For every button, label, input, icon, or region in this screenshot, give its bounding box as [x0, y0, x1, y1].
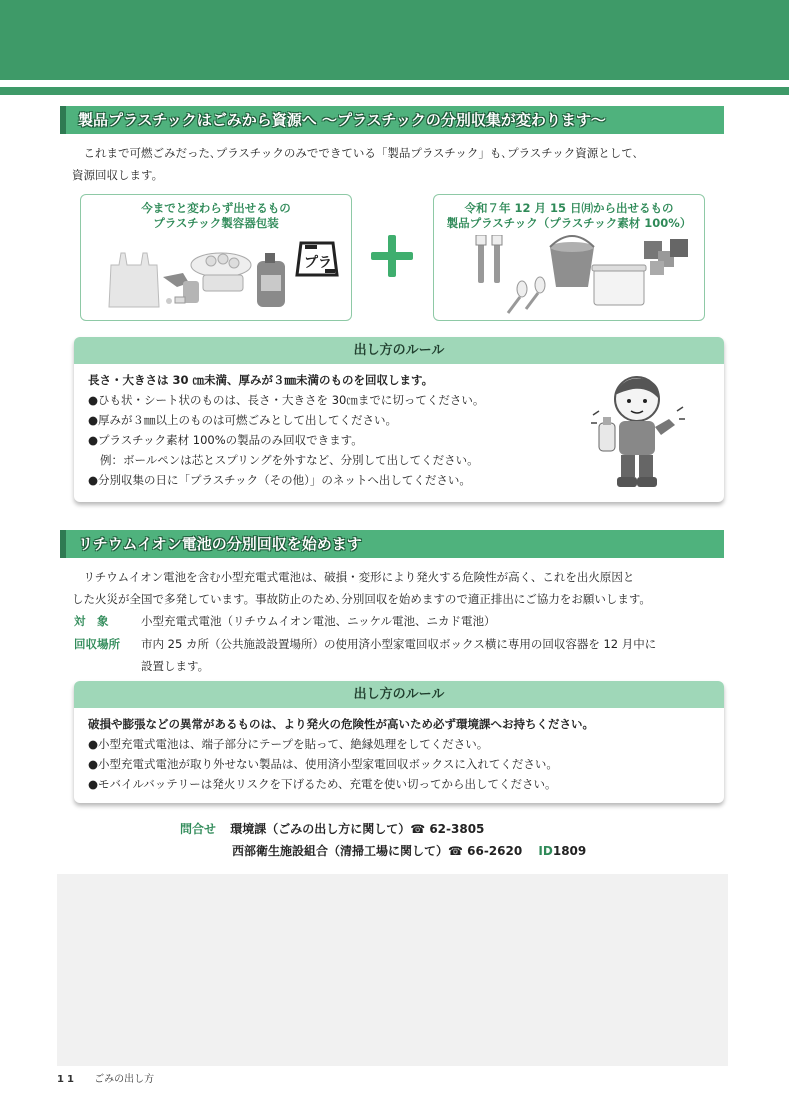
- section2-intro: [72, 566, 732, 610]
- target-label: 対 象: [74, 614, 109, 628]
- contact-label: 問合せ: [180, 822, 217, 836]
- card-new-items: [433, 194, 705, 321]
- section1-rules-box: [74, 337, 724, 502]
- target-value: 小型充電式電池（リチウムイオン電池、ニッケル電池、ニカド電池）: [141, 614, 496, 628]
- toy-blocks-icon: [644, 239, 688, 275]
- child-holding-bottle-illustration: [589, 371, 689, 496]
- section2-rules-box: [74, 681, 724, 803]
- contact-block: [180, 818, 586, 862]
- target-row: [74, 610, 734, 632]
- location-value: 市内 25 カ所（公共施設設置場所）の使用済小型家電回収ボックス横に専用の回収容器を 12 月中に 設置します。: [141, 637, 657, 673]
- food-tray-icon: [191, 253, 251, 291]
- section1-rule-example: 例：ボールペンは芯とスプリングを外すなど、分別して出してください。: [100, 453, 479, 467]
- section2-intro-line1: リチウムイオン電池を含む小型充電式電池は、破損・変形により発火する危険性が高く、これを出火原因と: [83, 570, 635, 584]
- spray-bottle-icon: [163, 273, 199, 304]
- card-new-title: 令和７年 12 月 15 日㈪から出せるもの 製品プラスチック（プラスチック素材 100%）: [446, 201, 692, 230]
- location-label: 回収場所: [74, 637, 120, 651]
- id-label: ID: [538, 844, 553, 858]
- card-current-title: 今までと変わらず出せるもの プラスチック製容器包装: [141, 201, 291, 230]
- detergent-bottle-icon: [257, 253, 285, 307]
- section1-rule-last: ●分別収集の日に「プラスチック（その他）」のネットへ出してください。: [88, 473, 471, 487]
- section1-intro: [72, 142, 732, 186]
- spoon-icon: [508, 277, 545, 313]
- contact-line2: 西部衛生施設組合（清掃工場に関して）☎ 66-2620 ID1809: [232, 844, 587, 858]
- section2-rule-item-2: ●小型充電式電池が取り外せない製品は、使用済小型家電回収ボックスに入れてください。: [88, 757, 558, 771]
- section2-intro-line2: した火災が全国で多発しています。事故防止のため､分別回収を始めますので適正排出にご協力をお願いします。: [72, 592, 651, 606]
- plastic-bag-icon: [109, 253, 159, 307]
- footer-text: ごみの出し方: [94, 1074, 155, 1085]
- section1-intro-line2: 資源回収します。: [72, 168, 164, 182]
- id-value: 1809: [552, 844, 587, 858]
- header-band: [0, 0, 789, 80]
- section1-rule-item-2: ●厚みが３㎜以上のものは可燃ごみとして出してください。: [88, 413, 398, 427]
- card-current-items: [80, 194, 352, 321]
- pla-mark-label: プラ: [304, 255, 332, 271]
- section1-intro-line1: これまで可燃ごみだった､プラスチックのみでできている「製品プラスチック」も､プラスチック資源として､: [83, 146, 639, 160]
- section2-rule-item-3: ●モバイルバッテリーは発火リスクを下げるため、充電を使い切ってから出してください。: [88, 777, 557, 791]
- plus-icon: [371, 235, 413, 277]
- section1-title: 製品プラスチックはごみから資源へ ～プラスチックの分別収集が変わります～: [60, 106, 724, 134]
- contact-line1: 問合せ 環境課（ごみの出し方に関して）☎ 62-3805: [180, 822, 485, 836]
- section2-rule-item-1: ●小型充電式電池は、端子部分にテープを貼って、絶縁処理をしてください。: [88, 737, 489, 751]
- section1-rules-heading: 出し方のルール: [74, 337, 724, 364]
- section1-rule-item-3: ●プラスチック素材 100%の製品のみ回収できます。: [88, 433, 363, 447]
- header-rule: [0, 87, 789, 95]
- section2-title: リチウムイオン電池の分別回収を始めます: [60, 530, 724, 558]
- page-number: 11: [57, 1074, 77, 1085]
- product-plastic-illustration: [444, 235, 694, 315]
- toothbrush-icon: [476, 235, 502, 283]
- bucket-icon: [550, 236, 594, 287]
- page-footer: [57, 1070, 154, 1085]
- container-icon: [592, 265, 646, 305]
- location-row: [74, 633, 734, 677]
- section1-rule-item-1: ●ひも状・シート状のものは、長さ・大きさを 30㎝までに切ってください。: [88, 393, 485, 407]
- section1-rule-lead: 長さ・大きさは 30 ㎝未満、厚みが３㎜未満のものを回収します。: [88, 373, 434, 387]
- section2-rules-heading: 出し方のルール: [74, 681, 724, 708]
- packaging-illustration: [91, 235, 341, 315]
- blank-area: [57, 874, 728, 1066]
- section2-rule-lead: 破損や膨張などの異常があるものは、より発火の危険性が高いため必ず環境課へお持ちください。: [88, 717, 594, 731]
